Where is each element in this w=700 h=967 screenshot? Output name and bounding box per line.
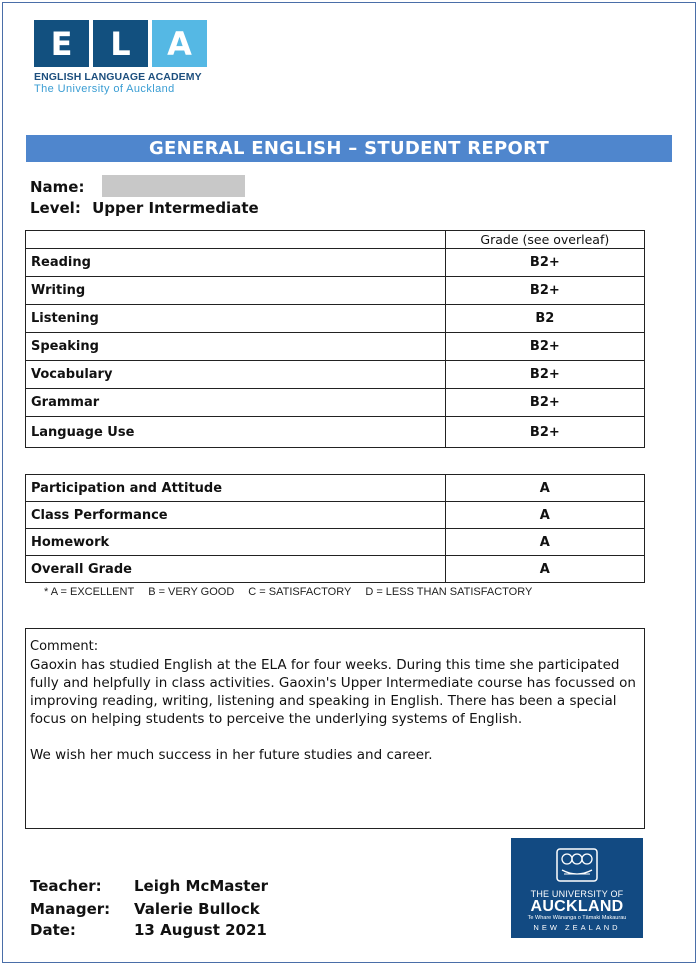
manager-value: Valerie Bullock (134, 900, 260, 918)
skill-grade: B2+ (445, 249, 644, 277)
teacher-line (30, 877, 268, 895)
teacher-value: Leigh McMaster (134, 877, 269, 895)
skill-label: Language Use (26, 417, 446, 448)
table-row (26, 277, 645, 305)
logo-letter-l: L (93, 20, 148, 67)
manager-label: Manager: (30, 900, 111, 918)
performance-label: Participation and Attitude (26, 475, 446, 502)
table-row (26, 475, 645, 502)
manager-line (30, 900, 260, 918)
level-label: Level: (30, 199, 81, 217)
skill-label: Writing (26, 277, 446, 305)
skills-header-blank (26, 231, 446, 249)
table-row (26, 333, 645, 361)
legend-item: B = VERY GOOD (148, 586, 235, 598)
uoa-line2: AUCKLAND (530, 898, 624, 915)
table-row (26, 502, 645, 529)
skill-label: Reading (26, 249, 446, 277)
teacher-label: Teacher: (30, 877, 102, 895)
performance-label: Homework (26, 529, 446, 556)
performance-label: Overall Grade (26, 556, 446, 583)
grade-legend (44, 586, 532, 598)
legend-item: * A = EXCELLENT (44, 586, 135, 598)
performance-grade: A (445, 556, 644, 583)
table-row (26, 249, 645, 277)
name-redacted-box (102, 175, 245, 197)
uoa-line1: THE UNIVERSITY OF (530, 889, 624, 899)
legend-item: D = LESS THAN SATISFACTORY (365, 586, 533, 598)
skills-table (25, 230, 645, 448)
table-row (26, 305, 645, 333)
date-line (30, 921, 267, 939)
uoa-line3: Te Whare Wānanga o Tāmaki Makaurau (527, 915, 627, 921)
date-value: 13 August 2021 (134, 921, 267, 939)
skill-label: Vocabulary (26, 361, 446, 389)
performance-grade: A (445, 502, 644, 529)
skill-grade: B2+ (445, 277, 644, 305)
performance-grade: A (445, 475, 644, 502)
grade-header: Grade (see overleaf) (445, 231, 644, 249)
table-row (26, 417, 645, 448)
skill-grade: B2+ (445, 361, 644, 389)
comment-label: Comment: (30, 639, 99, 654)
legend-item: C = SATISFACTORY (248, 586, 352, 598)
logo-academy-name: ENGLISH LANGUAGE ACADEMY (34, 71, 202, 83)
report-title-banner: GENERAL ENGLISH – STUDENT REPORT (26, 135, 672, 162)
skills-header-row (26, 231, 645, 249)
skill-label: Listening (26, 305, 446, 333)
comment-box (25, 628, 645, 829)
crest-icon (511, 848, 643, 887)
table-row (26, 389, 645, 417)
table-row (26, 361, 645, 389)
skill-label: Grammar (26, 389, 446, 417)
level-line (30, 199, 259, 217)
uoa-line4: NEW ZEALAND (533, 923, 621, 932)
table-row (26, 529, 645, 556)
level-value: Upper Intermediate (92, 199, 259, 217)
skill-grade: B2+ (445, 417, 644, 448)
skill-grade: B2+ (445, 389, 644, 417)
logo-university-name: The University of Auckland (34, 83, 175, 95)
skill-grade: B2+ (445, 333, 644, 361)
university-of-auckland-logo (511, 838, 643, 938)
table-row (26, 556, 645, 583)
skill-label: Speaking (26, 333, 446, 361)
ela-logo (34, 20, 207, 95)
performance-grade: A (445, 529, 644, 556)
name-label: Name: (30, 178, 85, 196)
performance-table (25, 474, 645, 583)
logo-letter-a: A (152, 20, 207, 67)
performance-label: Class Performance (26, 502, 446, 529)
logo-letter-e: E (34, 20, 89, 67)
date-label: Date: (30, 921, 76, 939)
comment-text: Gaoxin has studied English at the ELA for four weeks. During this time she participated fully and helpfully in class activities. Gaoxin's Upper Intermediate course has focussed on improving reading, writing, listening and speaking in English. There has been a special focus on helping students to perceive the underlying systems of English. We wish her much success in her future studies and career. (30, 657, 636, 763)
skill-grade: B2 (445, 305, 644, 333)
